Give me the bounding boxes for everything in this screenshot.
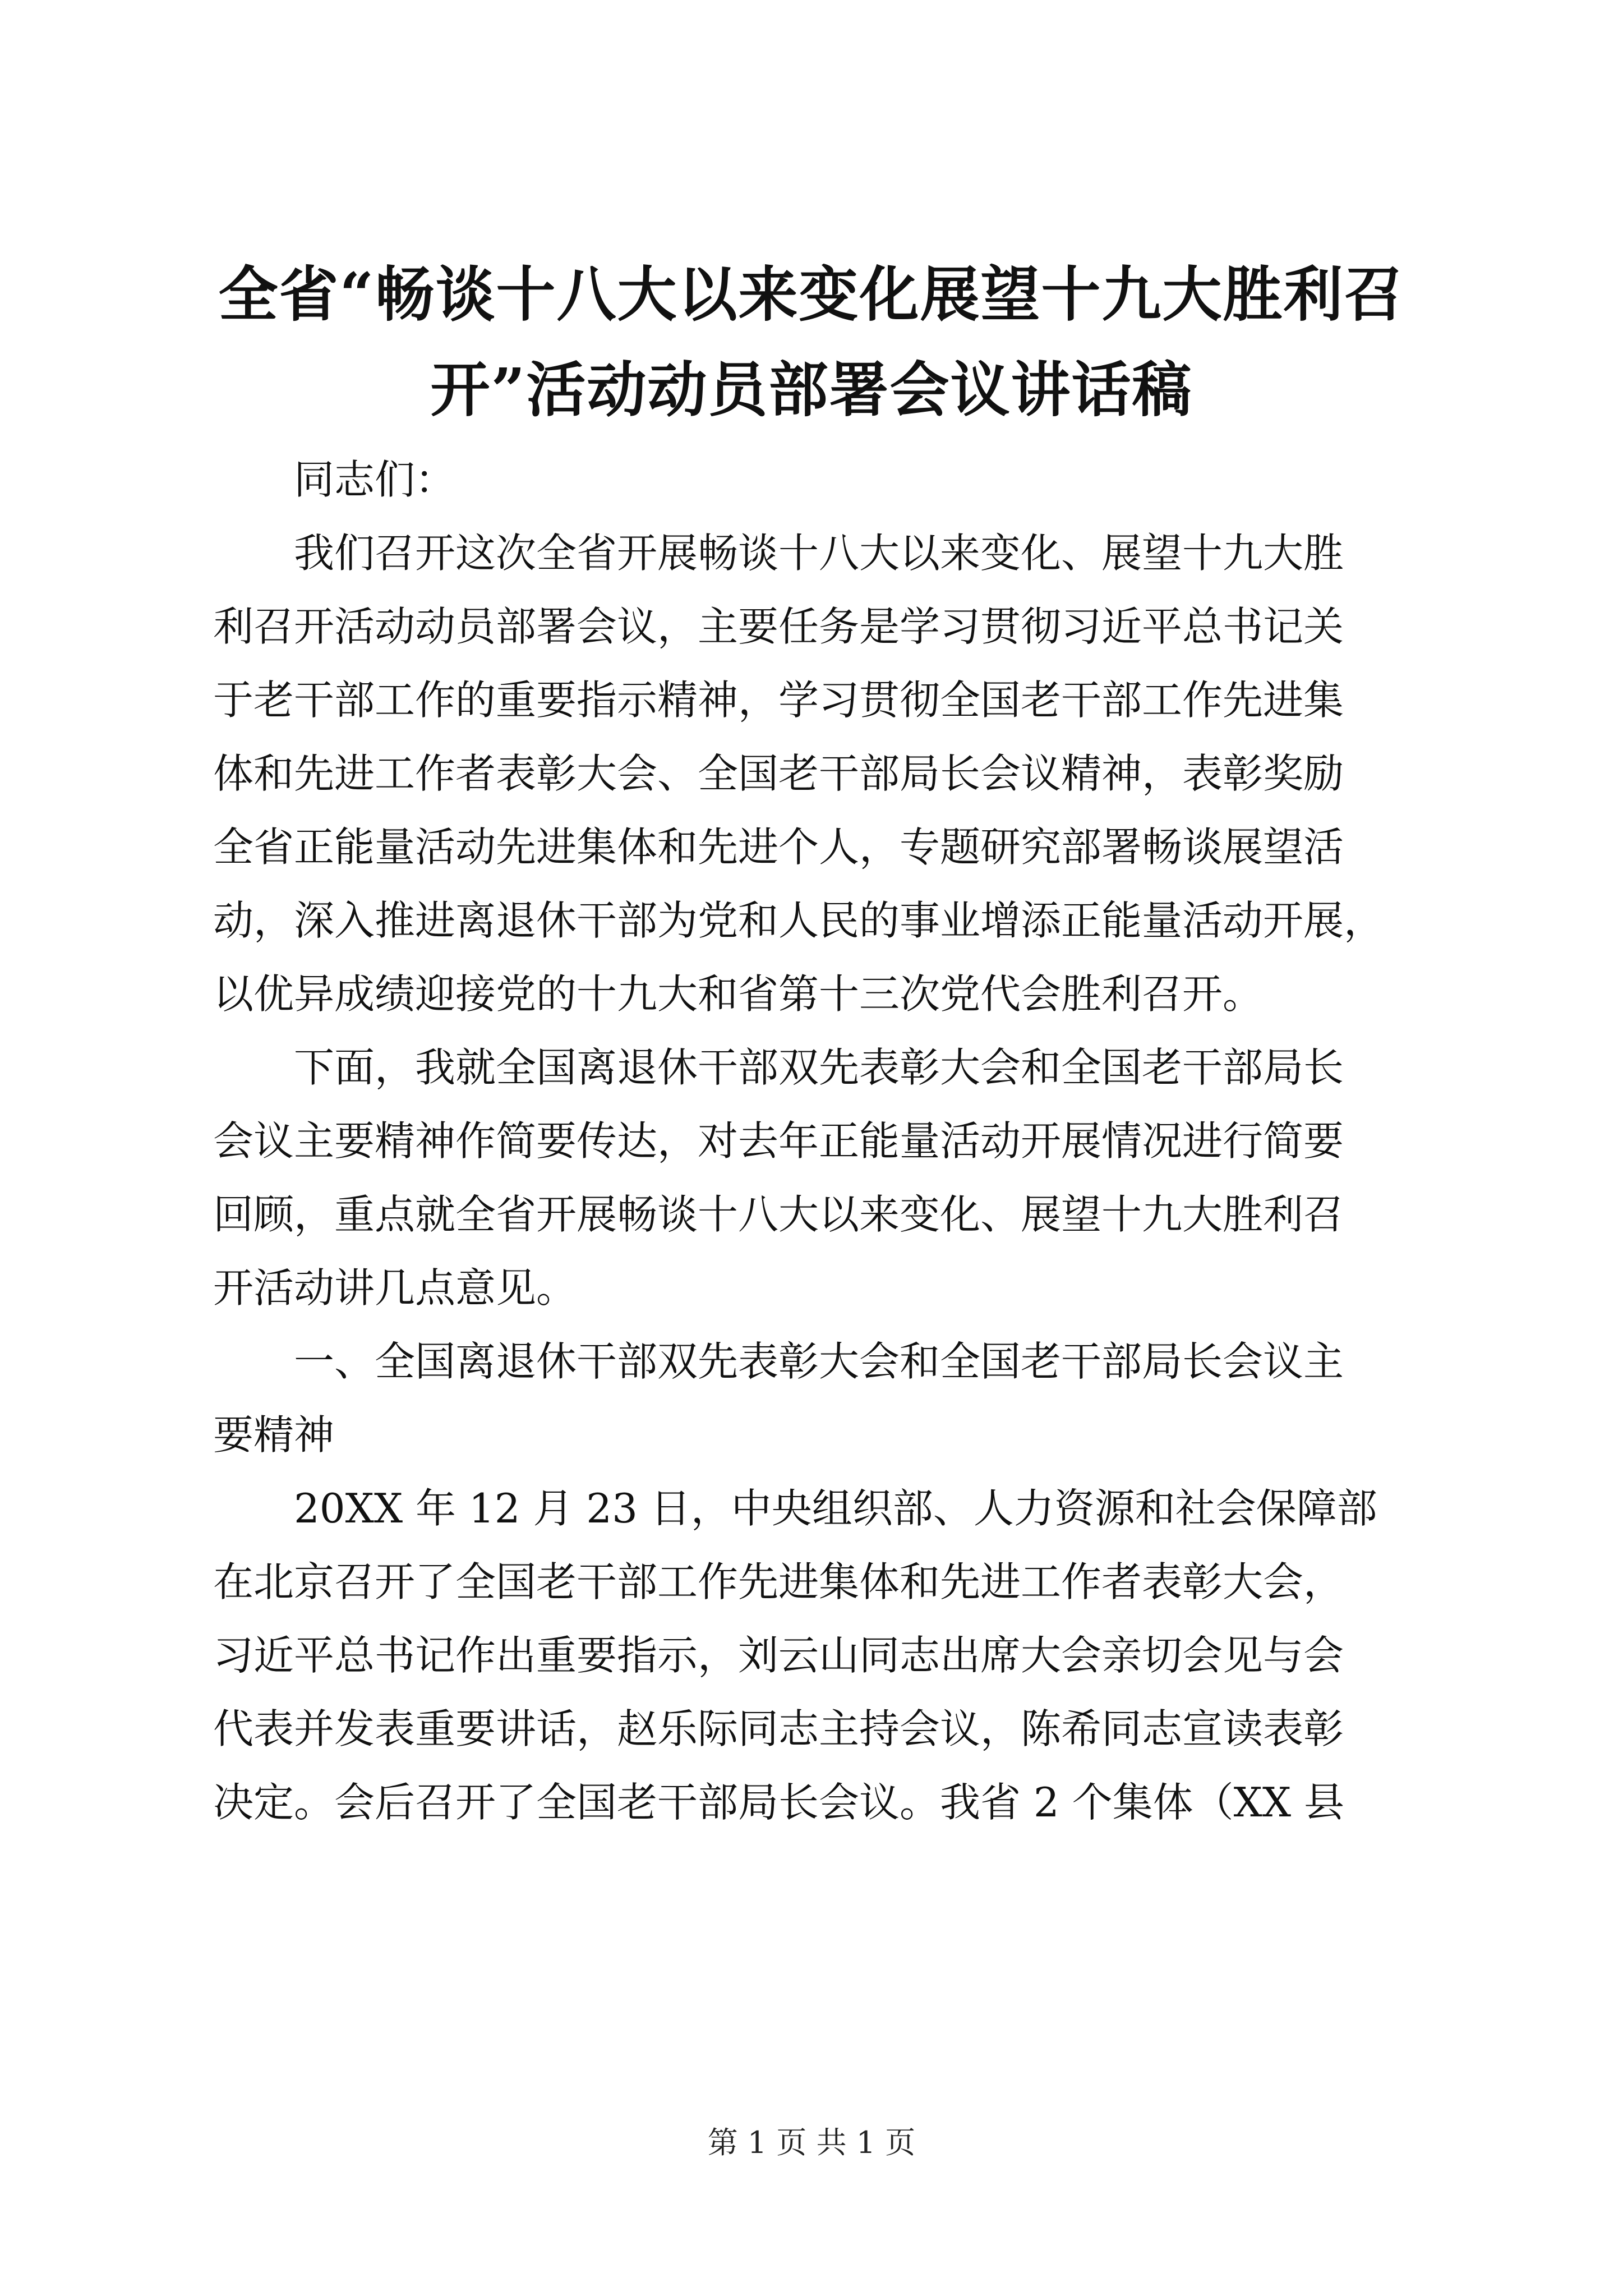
paragraph-line: 决定。会后召开了全国老干部局长会议。我省 2 个集体（XX 县 <box>213 1779 1344 1826</box>
document-body <box>213 443 1424 1839</box>
section-heading-line: 一、全国离退休干部双先表彰大会和全国老干部局长会议主 <box>294 1338 1344 1385</box>
paragraph-line: 回顾，重点就全省开展畅谈十八大以来变化、展望十九大胜利召 <box>213 1191 1344 1238</box>
paragraph-line: 以优异成绩迎接党的十九大和省第十三次党代会胜利召开。 <box>213 970 1264 1018</box>
paragraph <box>213 1031 1424 1325</box>
paragraph-line: 动，深入推进离退休干部为党和人民的事业增添正能量活动开展， <box>213 897 1385 944</box>
paragraph-line: 代表并发表重要讲话，赵乐际同志主持会议，陈希同志宣读表彰 <box>213 1705 1344 1752</box>
salutation <box>213 443 1424 517</box>
paragraph-line: 在北京召开了全国老干部工作先进集体和先进工作者表彰大会， <box>213 1558 1344 1605</box>
section-heading-line: 要精神 <box>213 1411 335 1458</box>
paragraph-line: 下面，我就全国离退休干部双先表彰大会和全国老干部局长 <box>294 1044 1344 1091</box>
paragraph-line: 全省正能量活动先进集体和先进个人，专题研究部署畅谈展望活 <box>213 823 1344 871</box>
paragraph-line: 开活动讲几点意见。 <box>213 1264 577 1312</box>
salutation-line: 同志们： <box>294 456 456 503</box>
title-line: 开”活动动员部署会议讲话稿 <box>430 355 1193 425</box>
paragraph-line: 20XX 年 12 月 23 日，中央组织部、人力资源和社会保障部 <box>294 1485 1377 1532</box>
paragraph-line: 我们召开这次全省开展畅谈十八大以来变化、展望十九大胜 <box>294 530 1344 577</box>
paragraph-line: 体和先进工作者表彰大会、全国老干部局长会议精神，表彰奖励 <box>213 750 1344 797</box>
paragraph-line: 利召开活动动员部署会议，主要任务是学习贯彻习近平总书记关 <box>213 603 1344 650</box>
paragraph <box>213 517 1424 1031</box>
page-footer: 第 1 页 共 1 页 <box>707 2125 916 2160</box>
paragraph-line: 于老干部工作的重要指示精神，学习贯彻全国老干部工作先进集 <box>213 677 1344 724</box>
paragraph-line: 会议主要精神作简要传达，对去年正能量活动开展情况进行简要 <box>213 1117 1344 1165</box>
paragraph <box>213 1472 1424 1839</box>
section-heading <box>213 1325 1424 1472</box>
title-line: 全省“畅谈十八大以来变化展望十九大胜利召 <box>218 259 1405 329</box>
page-title <box>208 247 1415 438</box>
paragraph-line: 习近平总书记作出重要指示，刘云山同志出席大会亲切会见与会 <box>213 1632 1344 1679</box>
